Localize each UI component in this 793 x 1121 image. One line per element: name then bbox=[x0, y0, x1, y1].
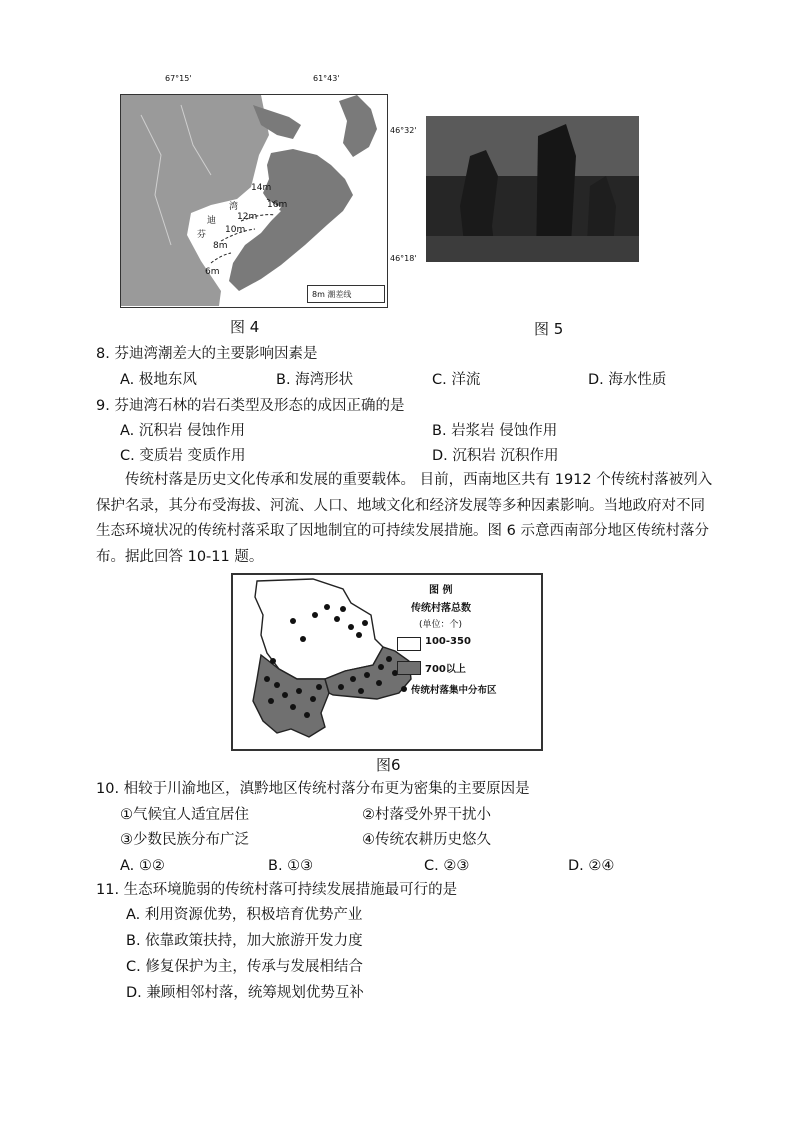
tide-label-10m: 10m bbox=[225, 225, 246, 235]
legend-item-dot: 传统村落集中分布区 bbox=[411, 685, 497, 696]
q11-option-a[interactable]: A. 利用资源优势，积极培育优势产业 bbox=[126, 907, 363, 923]
q10-option-a[interactable]: A. ①② bbox=[120, 858, 165, 874]
passage-text: 传统村落是历史文化传承和发展的重要载体。 目前，西南地区共有 1912 个传统村落被列入保护名录，其分布受海拔、河流、人口、地域文化和经济发展等多种因素影响。当地政府对不同生态环境状况的传统村落采取了因地制宜的可持续发展措施。图 6 示意西南部分地区传统村落分布。据此回答 10-11 题。 bbox=[96, 472, 713, 565]
legend-label: 8m 潮差线 bbox=[312, 290, 352, 299]
legend-subtitle: 传统村落总数 bbox=[411, 603, 471, 614]
figure-6 bbox=[231, 573, 543, 751]
map-legend bbox=[307, 285, 385, 303]
q9-option-d[interactable]: D. 沉积岩 沉积作用 bbox=[432, 448, 559, 464]
map-figure-4 bbox=[121, 95, 386, 306]
legend-dot bbox=[401, 686, 407, 692]
figure-5-photo bbox=[426, 116, 639, 262]
tide-label-16m: 16m bbox=[267, 200, 288, 210]
tide-label-6m: 6m bbox=[205, 267, 220, 277]
place-char-fen: 芬 bbox=[197, 230, 207, 240]
q10-option-d[interactable]: D. ②④ bbox=[568, 858, 615, 874]
q10-stem: 10. 相较于川渝地区，滇黔地区传统村落分布更为密集的主要原因是 bbox=[96, 781, 530, 797]
legend-item-dense: 700以上 bbox=[425, 664, 466, 675]
legend-swatch-dense bbox=[397, 661, 421, 675]
tide-label-14m: 14m bbox=[251, 183, 272, 193]
figure-4 bbox=[110, 72, 417, 310]
map-frame bbox=[120, 94, 388, 308]
region-chuanyu bbox=[255, 579, 383, 679]
q9-option-c[interactable]: C. 变质岩 变质作用 bbox=[120, 448, 246, 464]
q8-option-d[interactable]: D. 海水性质 bbox=[588, 372, 667, 388]
photo-rock-pillars bbox=[426, 116, 639, 262]
tide-label-12m: 12m bbox=[237, 212, 258, 222]
q10-option-b[interactable]: B. ①③ bbox=[268, 858, 314, 874]
place-char-wan: 湾 bbox=[229, 202, 239, 212]
map-figure-6 bbox=[233, 575, 541, 749]
figure-5-caption: 图 5 bbox=[534, 320, 564, 338]
q11-stem: 11. 生态环境脆弱的传统村落可持续发展措施最可行的是 bbox=[96, 882, 458, 898]
figure-6-caption: 图6 bbox=[376, 756, 401, 774]
q10-statement-2: ②村落受外界干扰小 bbox=[362, 807, 491, 823]
q8-stem: 8. 芬迪湾潮差大的主要影响因素是 bbox=[96, 346, 318, 362]
q9-stem: 9. 芬迪湾石林的岩石类型及形态的成因正确的是 bbox=[96, 398, 405, 414]
q11-option-b[interactable]: B. 依靠政策扶持，加大旅游开发力度 bbox=[126, 933, 363, 949]
lat-label-south: 46°18' bbox=[390, 254, 417, 263]
lat-label-north: 46°32' bbox=[390, 126, 417, 135]
q8-option-b[interactable]: B. 海湾形状 bbox=[276, 372, 354, 388]
q10-statement-3: ③少数民族分布广泛 bbox=[120, 832, 249, 848]
place-char-di: 迪 bbox=[207, 216, 217, 226]
q9-option-b[interactable]: B. 岩浆岩 侵蚀作用 bbox=[432, 423, 558, 439]
q10-option-c[interactable]: C. ②③ bbox=[424, 858, 470, 874]
lon-label-west: 67°15' bbox=[165, 74, 192, 83]
figure-4-caption: 图 4 bbox=[230, 318, 260, 336]
legend-unit: (单位：个) bbox=[419, 620, 463, 630]
tide-label-8m: 8m bbox=[213, 241, 228, 251]
q11-option-c[interactable]: C. 修复保护为主，传承与发展相结合 bbox=[126, 959, 363, 975]
legend-title: 图 例 bbox=[429, 585, 453, 596]
q11-option-d[interactable]: D. 兼顾相邻村落，统筹规划优势互补 bbox=[126, 985, 364, 1001]
legend-item-light: 100-350 bbox=[425, 636, 471, 647]
q8-option-c[interactable]: C. 洋流 bbox=[432, 372, 481, 388]
q9-option-a[interactable]: A. 沉积岩 侵蚀作用 bbox=[120, 423, 245, 439]
q10-statement-1: ①气候宜人适宜居住 bbox=[120, 807, 249, 823]
lon-label-east: 61°43' bbox=[313, 74, 340, 83]
q10-statement-4: ④传统农耕历史悠久 bbox=[362, 832, 491, 848]
q8-option-a[interactable]: A. 极地东风 bbox=[120, 372, 197, 388]
legend-swatch-light bbox=[397, 637, 421, 651]
